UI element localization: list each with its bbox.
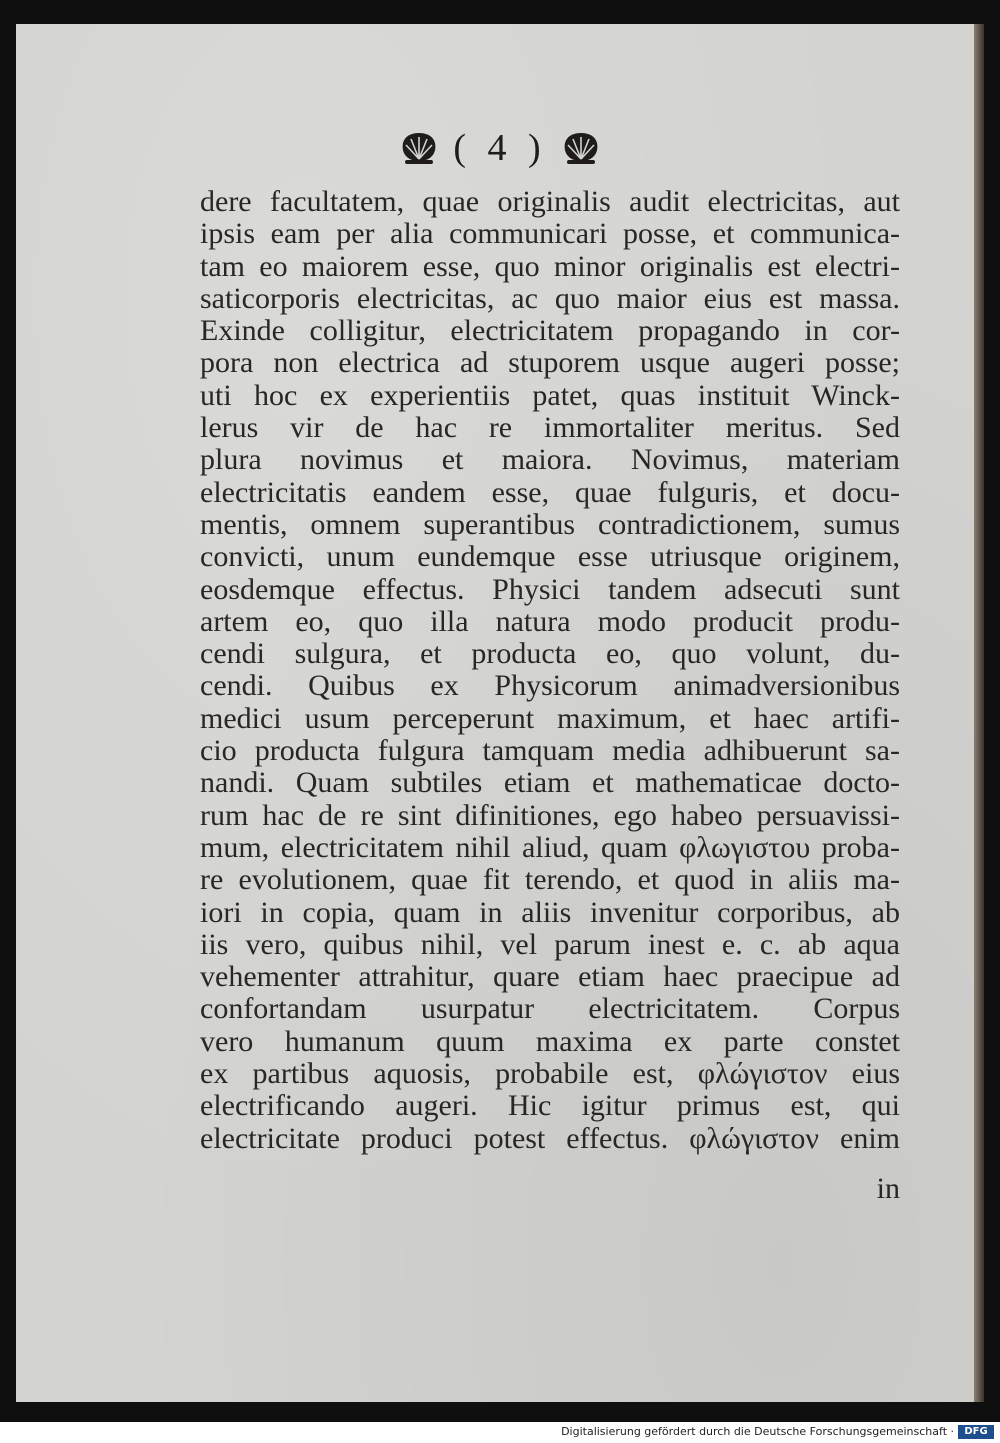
text-line: nandi. Quam subtiles etiam et mathematicae docto- xyxy=(200,767,900,800)
text-line: re evolutionem, quae fit terendo, et quod in aliis ma- xyxy=(200,864,900,897)
text-line: lerus vir de hac re immortaliter meritus. Sed xyxy=(200,412,900,445)
text-line: tam eo maiorem esse, quo minor originalis est electri- xyxy=(200,250,900,283)
text-line: cio producta fulgura tamquam media adhibuerunt sa- xyxy=(200,735,900,768)
text-line: vehementer attrahitur, quare etiam haec praecipue ad xyxy=(200,961,900,994)
page-number: ( 4 ) xyxy=(453,127,547,169)
text-line: vero humanum quum maxima ex parte constet xyxy=(200,1025,900,1058)
text-line: mum, electricitatem nihil aliud, quam φλωγιστου proba- xyxy=(200,831,900,864)
text-line: Exinde colligitur, electricitatem propagando in cor- xyxy=(200,315,900,348)
text-line: convicti, unum eundemque esse utriusque originem, xyxy=(200,541,900,574)
text-line: electricitate produci potest effectus. φλώγιστον enim xyxy=(200,1122,900,1155)
text-line: ex partibus aquosis, probabile est, φλώγιστον eius xyxy=(200,1058,900,1091)
catchword: in xyxy=(876,1172,900,1205)
text-line: medici usum perceperunt maximum, et haec artifi- xyxy=(200,702,900,735)
text-line: ipsis eam per alia communicari posse, et communica- xyxy=(200,218,900,251)
text-line: eosdemque effectus. Physici tandem adsecuti sunt xyxy=(200,573,900,606)
text-line: saticorporis electricitas, ac quo maior eius est massa. xyxy=(200,282,900,315)
text-line: iis vero, quibus nihil, vel parum inest e. c. ab aqua xyxy=(200,928,900,961)
footer-credit: Digitalisierung gefördert durch die Deutsche Forschungsgemeinschaft · xyxy=(561,1425,954,1438)
digitization-footer xyxy=(0,1422,1000,1443)
page-edge xyxy=(974,24,984,1402)
page-header xyxy=(0,126,1000,170)
shell-ornament-right-icon xyxy=(559,131,603,165)
text-line: rum hac de re sint difinitiones, ego habeo persuavissi- xyxy=(200,799,900,832)
dfg-logo: DFG xyxy=(958,1425,994,1439)
text-line: cendi sulgura, et producta eo, quo volunt, du- xyxy=(200,638,900,671)
text-line: cendi. Quibus ex Physicorum animadversionibus xyxy=(200,670,900,703)
text-line: confortandam usurpatur electricitatem. Corpus xyxy=(200,993,900,1026)
text-line: plura novimus et maiora. Novimus, materiam xyxy=(200,444,900,477)
text-line: electricitatis eandem esse, quae fulguris, et docu- xyxy=(200,476,900,509)
text-line: mentis, omnem superantibus contradictionem, sumus xyxy=(200,508,900,541)
text-line: electrificando augeri. Hic igitur primus est, qui xyxy=(200,1090,900,1123)
shell-ornament-left-icon xyxy=(397,131,441,165)
body-text xyxy=(200,186,900,1155)
text-line: pora non electrica ad stuporem usque augeri posse; xyxy=(200,347,900,380)
text-line: artem eo, quo illa natura modo producit produ- xyxy=(200,605,900,638)
text-line: iori in copia, quam in aliis invenitur corporibus, ab xyxy=(200,896,900,929)
text-line: dere facultatem, quae originalis audit electricitas, aut xyxy=(200,186,900,218)
text-line: uti hoc ex experientiis patet, quas instituit Winck- xyxy=(200,379,900,412)
